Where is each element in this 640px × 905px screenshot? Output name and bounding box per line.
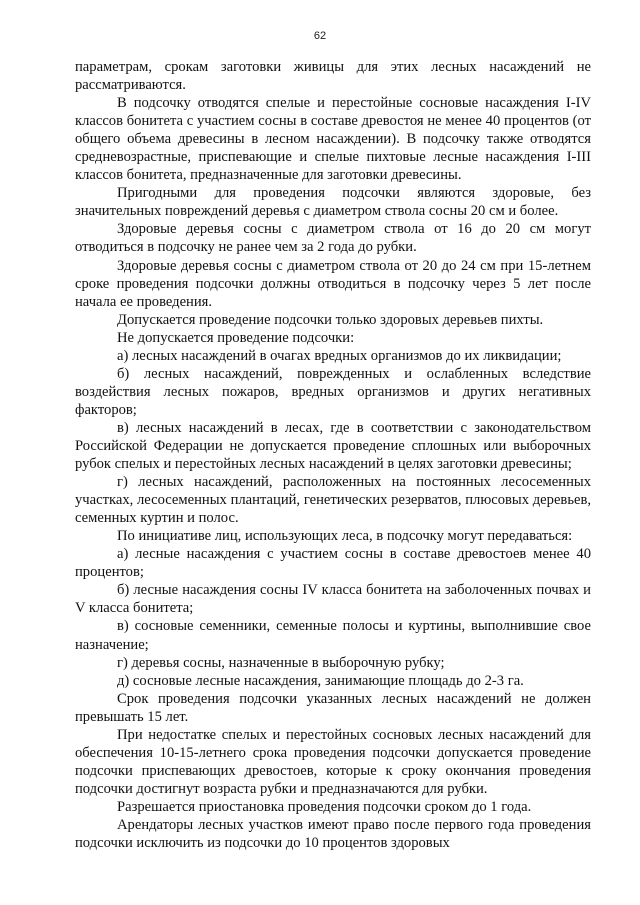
paragraph: г) деревья сосны, назначенные в выборочную рубку; <box>117 654 445 671</box>
paragraph: б) лесных насаждений, поврежденных и ослабленных вследствие воздействия лесных пожаров, вредных организмов и других негативных факторов; <box>75 365 591 418</box>
paragraph: Пригодными для проведения подсочки являются здоровые, без значительных повреждений деревья с диаметром ствола сосны 20 см и более. <box>75 185 591 220</box>
paragraph: Срок проведения подсочки указанных лесных насаждений не должен превышать 15 лет. <box>75 690 591 725</box>
paragraph: в) сосновые семенники, семенные полосы и куртины, выполнившие свое назначение; <box>75 618 591 653</box>
paragraph: При недостатке спелых и перестойных сосновых лесных насаждений для обеспечения 10-15-летнего срока проведения подсочки допускается проведение подсочки приспевающих древостоев, которые к сроку окончания проведения подсочки достигнут возраста рубки и предназначаются для рубки. <box>75 726 591 797</box>
paragraph: Разрешается приостановка проведения подсочки сроком до 1 года. <box>117 798 532 815</box>
paragraph: а) лесных насаждений в очагах вредных организмов до их ликвидации; <box>117 347 562 364</box>
paragraph: а) лесные насаждения с участием сосны в составе древостоев менее 40 процентов; <box>75 546 591 581</box>
paragraph: Арендаторы лесных участков имеют право после первого года проведения подсочки исключить из подсочки до 10 процентов здоровых <box>75 816 591 852</box>
paragraph: В подсочку отводятся спелые и перестойные сосновые насаждения I-IV классов бонитета с участием сосны в составе древостоя не менее 40 процентов (от общего объема древесины в лесном насаждении). В подсочку также отводятся средневозрастные, приспевающие и спелые пихтовые лесные насаждения I-III классов бонитета, предназначенные для заготовки древесины. <box>75 95 591 184</box>
page-number: 62 <box>313 30 327 42</box>
paragraph: д) сосновые лесные насаждения, занимающие площадь до 2-3 га. <box>117 672 524 689</box>
paragraph: Здоровые деревья сосны с диаметром ствола от 20 до 24 см при 15-летнем сроке проведения подсочки должны отводиться в подсочку через 5 лет после начала ее проведения. <box>75 257 591 310</box>
paragraph: в) лесных насаждений в лесах, где в соответствии с законодательством Российской Федерации не допускается проведение сплошных или выборочных рубок спелых и перестойных лесных насаждений в целях заготовки древесины; <box>75 419 591 473</box>
paragraph: Здоровые деревья сосны с диаметром ствола от 16 до 20 см могут отводиться в подсочку не ранее чем за 2 года до рубки. <box>75 221 591 256</box>
paragraph: параметрам, срокам заготовки живицы для этих лесных насаждений не рассматриваются. <box>75 59 591 94</box>
paragraph: Не допускается проведение подсочки: <box>117 329 355 346</box>
paragraph: г) лесных насаждений, расположенных на постоянных лесосеменных участках, лесосеменных плантаций, генетических резерватов, плюсовых деревьев, семенных куртин и полос. <box>75 474 591 527</box>
body-text <box>75 58 591 852</box>
paragraph: По инициативе лиц, использующих леса, в подсочку могут передаваться: <box>117 528 573 545</box>
paragraph: Допускается проведение подсочки только здоровых деревьев пихты. <box>117 311 544 328</box>
paragraph: б) лесные насаждения сосны IV класса бонитета на заболоченных почвах и V класса бонитета; <box>75 582 591 617</box>
